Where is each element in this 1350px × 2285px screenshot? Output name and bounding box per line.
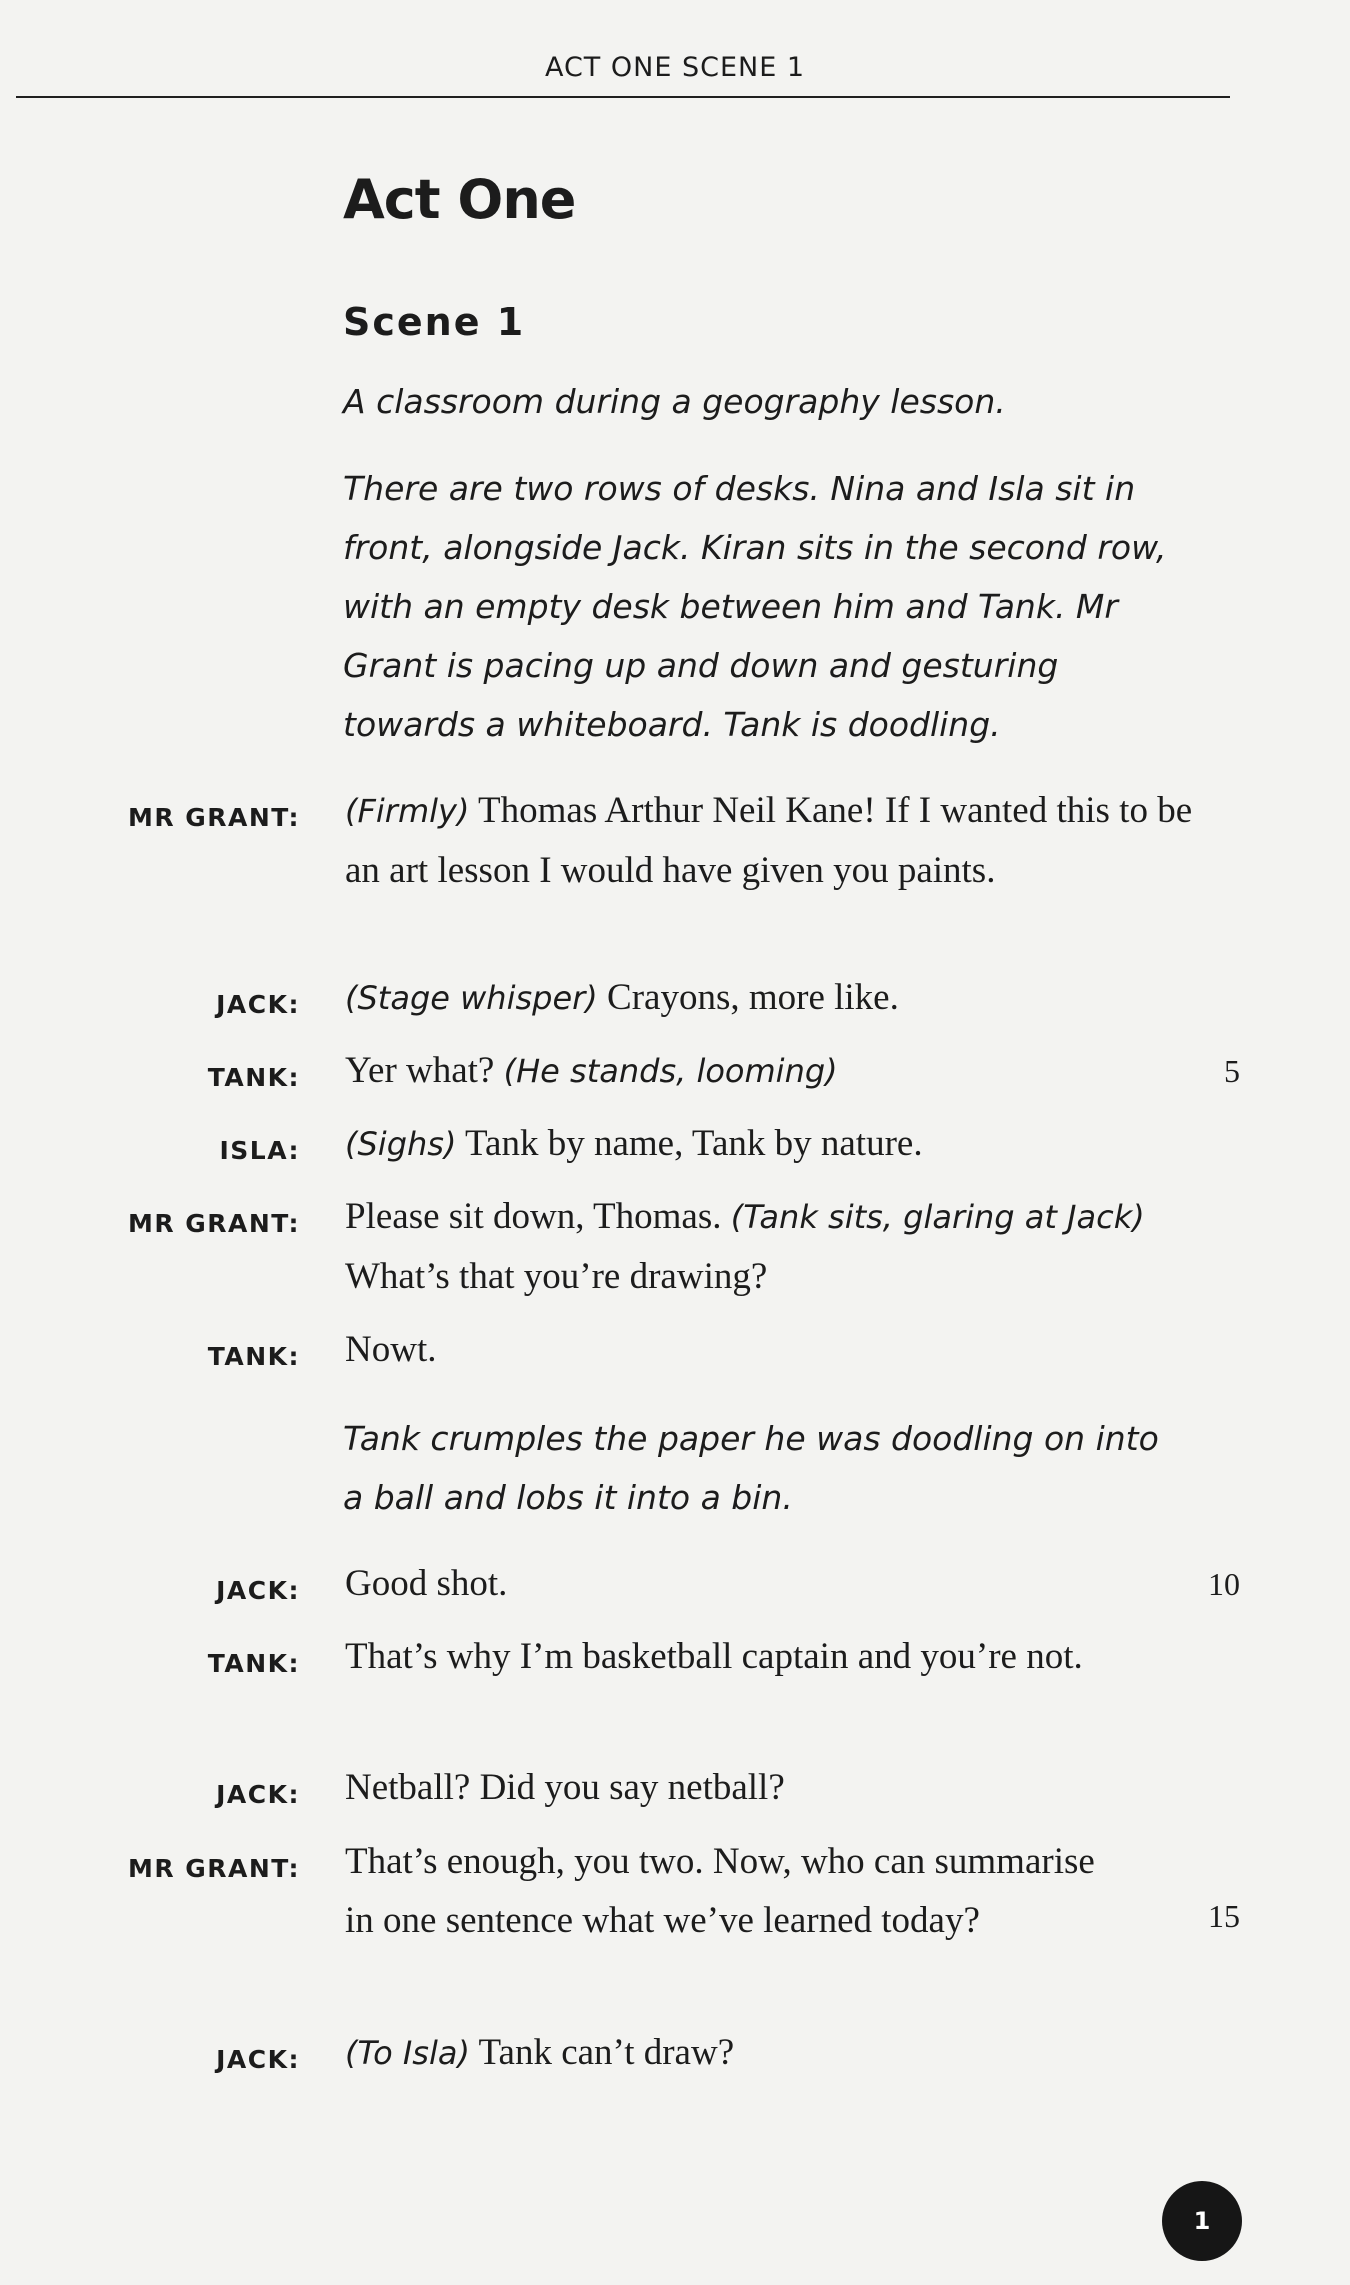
dialogue-text: Netball? Did you say netball? [345,1767,785,1808]
speaker-name: MR GRANT: [127,803,300,832]
dialogue-line [345,1114,1205,1174]
speaker-name: JACK: [216,1780,300,1809]
stage-direction-opening: There are two rows of desks. Nina and Isla sit in front, alongside Jack. Kiran sits in the second row, with an empty desk between him and Tank. Mr Grant is pacing up and down and gesturing towards a whiteboard. Tank is doodling. [343,469,1167,744]
dialogue-text: That’s why I’m basketball captain and you’re not. [345,1636,1083,1677]
dialogue-line [345,968,1205,1028]
dialogue-text: Tank can’t draw? [478,2032,735,2073]
dialogue-text: Good shot. [345,1563,508,1604]
dialogue-line [345,1627,1185,1686]
line-number: 10 [1208,1566,1240,1602]
dialogue-line [345,1832,1125,1950]
speaker-name: ISLA: [219,1136,300,1165]
dialogue-text-continued: What’s that you’re drawing? [345,1256,768,1297]
delivery-direction: (Sighs) [345,1125,457,1163]
delivery-direction: (He stands, looming) [503,1052,838,1090]
dialogue-text: Thomas Arthur Neil Kane! If I wanted this to be an art lesson I would have given you paints. [345,790,1193,891]
dialogue-line [345,1187,1195,1306]
speaker-name: MR GRANT: [127,1209,300,1238]
speaker-name: TANK: [207,1342,300,1371]
stage-direction-crumple: Tank crumples the paper he was doodling on into a ball and lobs it into a bin. [343,1419,1159,1517]
line-number: 15 [1208,1898,1240,1934]
dialogue-text: Please sit down, Thomas. [345,1196,722,1237]
dialogue-line [345,1041,1205,1101]
act-title: Act One [343,168,576,231]
running-header: ACT ONE SCENE 1 [544,52,806,83]
scene-title: Scene 1 [343,300,526,344]
dialogue-line [345,1320,1205,1379]
dialogue-line [345,2023,1205,2083]
dialogue-line [345,1554,1205,1613]
speaker-name: TANK: [207,1649,300,1678]
delivery-direction: (Tank sits, glaring at Jack) [730,1198,1145,1236]
speaker-name: JACK: [216,1576,300,1605]
speaker-name: TANK: [207,1063,300,1092]
delivery-direction: (Firmly) [345,792,470,830]
dialogue-line [345,781,1195,900]
delivery-direction: (To Isla) [345,2034,470,2072]
dialogue-text: That’s enough, you two. Now, who can summarise in one sentence what we’ve learned today? [345,1841,1095,1941]
page-number-badge: 1 [1162,2181,1242,2261]
speaker-name: JACK: [216,2045,300,2074]
header-rule [16,96,1230,98]
dialogue-text: Crayons, more like. [607,977,899,1018]
speaker-name: JACK: [216,990,300,1019]
dialogue-text: Yer what? [345,1050,495,1091]
dialogue-text: Nowt. [345,1329,437,1370]
delivery-direction: (Stage whisper) [345,979,598,1017]
line-number: 5 [1224,1053,1240,1089]
dialogue-line [345,1758,1205,1817]
speaker-name: MR GRANT: [127,1854,300,1883]
dialogue-text: Tank by name, Tank by nature. [465,1123,923,1164]
stage-direction-setting: A classroom during a geography lesson. [343,382,1006,421]
